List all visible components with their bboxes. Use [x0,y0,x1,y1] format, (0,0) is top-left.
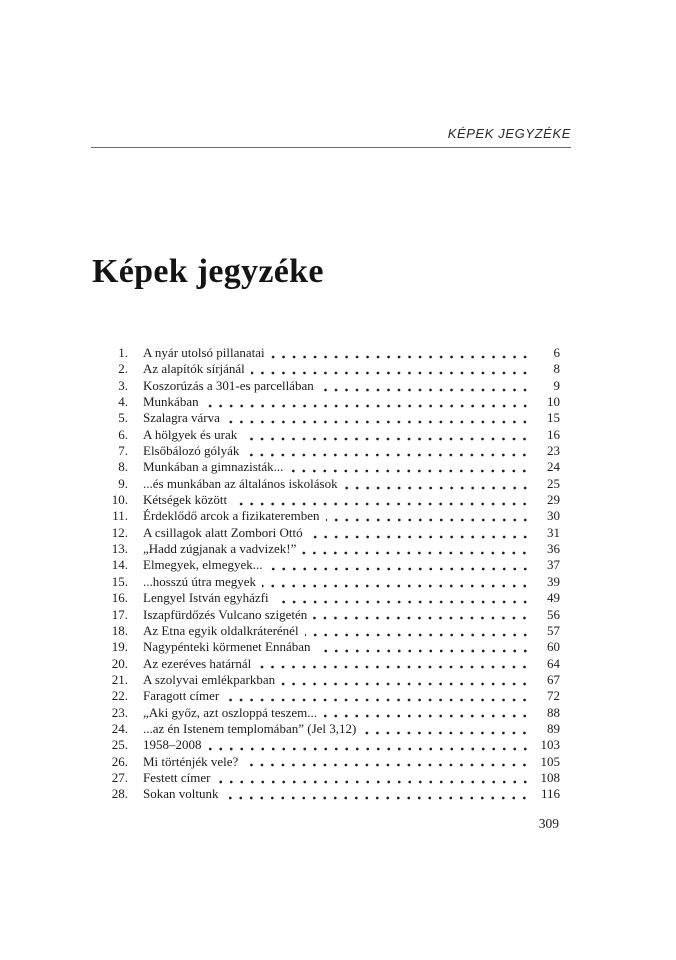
toc-entry-row [104,590,560,606]
entry-number: 20. [111,655,128,671]
dot-leader [320,378,530,394]
toc-entry-row [104,378,560,394]
toc-list [104,345,560,803]
toc-entry-row [104,459,560,475]
entry-page: 67 [547,671,560,687]
entry-title: Koszorúzás a 301-es parcellában [143,377,314,393]
entry-number: 24. [111,720,128,736]
entry-page: 16 [547,426,560,442]
entry-title: Elsőbálozó gólyák [143,443,240,459]
dot-leader [313,607,530,623]
entry-title: Festett címer [143,769,211,785]
dot-leader [208,737,531,753]
entry-page: 89 [547,720,560,736]
entry-number: 21. [111,671,128,687]
entry-page: 23 [547,443,560,459]
header-rule [91,147,571,148]
entry-page: 30 [547,508,560,524]
toc-entry-row [104,492,560,508]
dot-leader [281,672,530,688]
toc-entry-row [104,443,560,459]
toc-entry-row [104,394,560,410]
entry-page: 29 [547,492,560,508]
toc-entry-row [104,541,560,557]
dot-leader [251,361,530,377]
entry-number: 1. [118,345,128,360]
entry-number: 9. [118,475,128,491]
entry-title: Az alapítók sírjánál [143,361,245,377]
entry-number: 27. [111,769,128,785]
entry-number: 26. [111,753,128,769]
dot-leader [317,639,531,655]
entry-page: 72 [547,688,560,704]
entry-number: 12. [111,524,128,540]
toc-entry-row [104,476,560,492]
toc-entry-row [104,525,560,541]
entry-number: 18. [111,622,128,638]
toc-entry-row [104,427,560,443]
dot-leader [225,688,530,704]
entry-page: 25 [547,475,560,491]
dot-leader [275,590,530,606]
toc-entry-row [104,770,560,786]
entry-title: Munkában [143,394,199,410]
dot-leader [309,525,530,541]
entry-title: ...és munkában az általános iskolások [143,475,338,491]
entry-title: A nyár utolsó pillanatai [143,345,265,360]
entry-title: Az Etna egyik oldalkráterénél [143,622,299,638]
entry-page: 31 [547,524,560,540]
toc-entry-row [104,508,560,524]
entry-number: 17. [111,606,128,622]
toc-entry-row [104,345,560,361]
entry-page: 64 [547,655,560,671]
entry-page: 9 [553,377,560,393]
toc-entry-row [104,737,560,753]
toc-entry-row [104,410,560,426]
toc-entry-row [104,607,560,623]
entry-number: 25. [111,737,128,753]
dot-leader [244,754,530,770]
entry-number: 10. [111,492,128,508]
dot-leader [323,705,530,721]
toc-entry-row [104,721,560,737]
entry-number: 6. [118,426,128,442]
toc-entry-row [104,688,560,704]
dot-leader [271,345,530,361]
entry-title: Érdeklődő arcok a fizikateremben [143,508,320,524]
page-title: Képek jegyzéke [92,253,324,290]
entry-title: Mi történjék vele? [143,753,239,769]
entry-title: „Hadd zúgjanak a vadvizek!” [143,541,297,557]
entry-number: 7. [118,443,128,459]
dot-leader [302,541,530,557]
entry-number: 22. [111,688,128,704]
entry-number: 13. [111,541,128,557]
entry-number: 23. [111,704,128,720]
entry-number: 28. [111,786,128,802]
entry-title: A hölgyek és urak [143,426,238,442]
entry-page: 39 [547,573,560,589]
dot-leader [344,476,530,492]
entry-page: 15 [547,410,560,426]
entry-title: Elmegyek, elmegyek... [143,557,263,573]
entry-page: 116 [540,786,560,802]
dot-leader [326,508,531,524]
page-number: 309 [538,816,559,831]
dot-leader [224,786,530,802]
entry-page: 24 [547,459,560,475]
entry-title: Az ezeréves határnál [143,655,252,671]
dot-leader [362,721,530,737]
dot-leader [262,574,530,590]
dot-leader [205,394,530,410]
running-header: KÉPEK JEGYZÉKE [447,126,571,141]
entry-number: 16. [111,590,128,606]
entry-page: 60 [547,639,560,655]
entry-number: 4. [118,394,128,410]
entry-number: 8. [118,459,128,475]
entry-title: Sokan voltunk [143,786,219,802]
toc-entry-row [104,623,560,639]
dot-leader [226,410,530,426]
entry-title: Munkában a gimnazisták... [143,459,284,475]
entry-number: 11. [112,508,128,524]
entry-page: 105 [540,753,560,769]
entry-title: Faragott címer [143,688,220,704]
entry-number: 5. [118,410,128,426]
entry-title: ...hosszú útra megyek [143,573,257,589]
dot-leader [305,623,530,639]
dot-leader [233,492,530,508]
dot-leader [289,459,530,475]
toc-entry-row [104,557,560,573]
toc-entry-row [104,361,560,377]
entry-page: 88 [547,704,560,720]
dot-leader [269,557,531,573]
entry-page: 36 [547,541,560,557]
dot-leader [245,443,530,459]
entry-title: Nagypénteki körmenet Ennában [143,639,311,655]
entry-number: 14. [111,557,128,573]
entry-title: Szalagra várva [143,410,220,426]
entry-number: 3. [118,377,128,393]
entry-page: 37 [547,557,560,573]
entry-page: 103 [540,737,560,753]
entry-page: 108 [540,769,560,785]
dot-leader [243,427,530,443]
toc-entry-row [104,672,560,688]
entry-title: Lengyel István egyházfi [143,590,269,606]
toc-entry-row [104,639,560,655]
entry-number: 19. [111,639,128,655]
dot-leader [217,770,530,786]
entry-title: Kétségek között [143,492,228,508]
entry-page: 49 [547,590,560,606]
entry-title: „Aki győz, azt oszloppá teszem... [143,704,317,720]
entry-title: A csillagok alatt Zombori Ottó [143,524,303,540]
entry-page: 8 [553,361,560,377]
entry-title: 1958–2008 [143,737,202,753]
toc-entry-row [104,786,560,802]
entry-title: ...az én Istenem templomában” (Jel 3,12) [143,720,357,736]
entry-number: 2. [118,361,128,377]
entry-page: 57 [547,622,560,638]
toc-entry-row [104,705,560,721]
toc-entry-row [104,754,560,770]
dot-leader [257,656,530,672]
toc-entry-row [104,574,560,590]
entry-page: 10 [547,394,560,410]
entry-page: 56 [547,606,560,622]
toc-entry-row [104,656,560,672]
entry-page: 6 [553,345,560,360]
entry-number: 15. [111,573,128,589]
entry-title: Iszapfürdőzés Vulcano szigetén [143,606,308,622]
entry-title: A szolyvai emlékparkban [143,671,276,687]
